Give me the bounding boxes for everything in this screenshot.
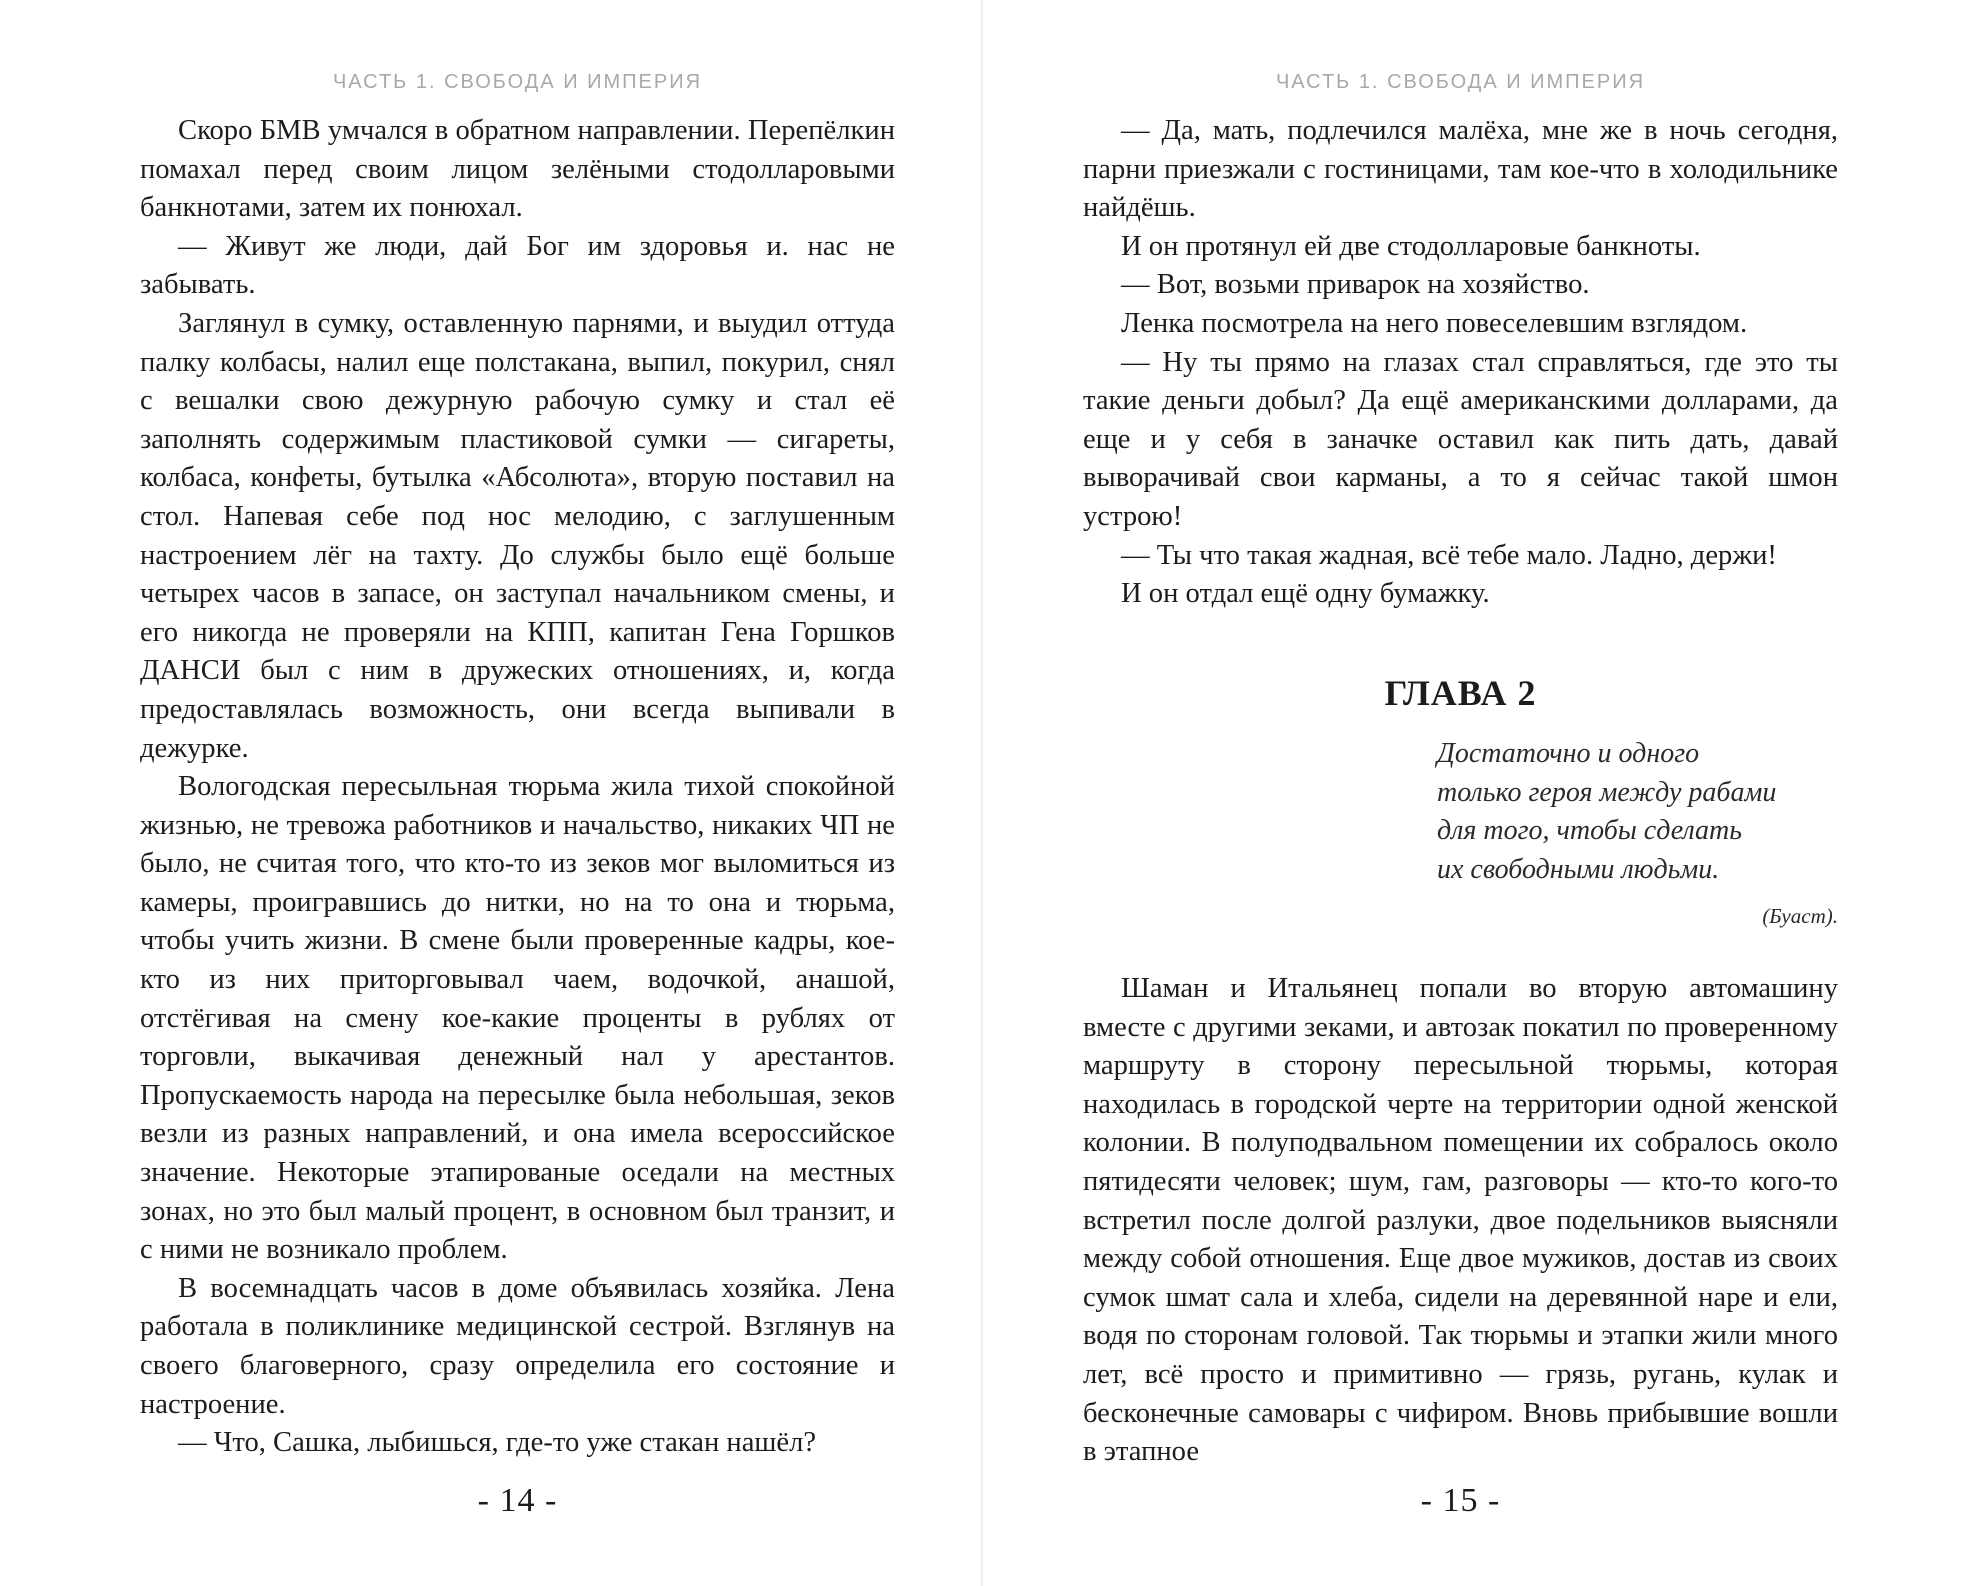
left-page [140, 0, 895, 1586]
paragraph: — Да, мать, подлечился малёха, мне же в ночь сегодня, парни приезжали с гостиницами, там кое-что в холодильнике найдёшь. [1083, 115, 1838, 224]
left-page-body [140, 112, 895, 1463]
paragraph: — Ну ты прямо на глазах стал справляться, где это ты такие деньги добыл? Да ещё американскими долларами, да еще и у себя в заначке оставил как пить дать, давай выворачивай свои карманы, а то я сейчас такой шмон устрою! [1083, 346, 1838, 532]
paragraph: В восемнадцать часов в доме объявилась хозяйка. Лена работала в поликлинике медицинской сестрой. Взглянув на своего благоверного, сразу определила его состояние и настроение. [140, 1272, 895, 1420]
paragraph: — Ты что такая жадная, всё тебе мало. Ладно, держи! [1121, 539, 1777, 571]
epigraph-line: для того, чтобы сделать [1437, 815, 1742, 846]
paragraph: Вологодская пересыльная тюрьма жила тихой спокойной жизнью, не тревожа работников и начальство, никаких ЧП не было, не считая того, что кто-то из зеков мог выломиться из камеры, проигравшись до нитки, но на то она и тюрьма, чтобы учить жизни. В смене были проверенные кадры, кое-кто из них приторговывал чаем, водочкой, анашой, отстёгивая на смену кое-какие проценты в рублях от торговли, выкачивая денежный нал у арестантов. Пропускаемость народа на пересылке была небольшая, зеков везли из разных направлений, и она имела всероссийское значение. Некоторые этапированые оседали на местных зонах, но это был малый процент, в основном был транзит, и с ними не возникало проблем. [140, 771, 895, 1266]
paragraph: Скоро БМВ умчался в обратном направлении. Перепёлкин помахал перед своим лицом зелёными стодолларовыми банкнотами, затем их понюхал. [140, 115, 895, 224]
page-number: - 14 - [477, 1482, 558, 1519]
running-head: ЧАСТЬ 1. СВОБОДА И ИМПЕРИЯ [332, 71, 703, 93]
paragraph: — Вот, возьми приварок на хозяйство. [1121, 269, 1590, 301]
epigraph-line: их свободными людьми. [1437, 853, 1720, 885]
paragraph: И он отдал ещё одну бумажку. [1121, 578, 1490, 610]
running-head: ЧАСТЬ 1. СВОБОДА И ИМПЕРИЯ [1275, 71, 1646, 93]
epigraph-line: Достаточно и одного [1437, 738, 1700, 769]
paragraph: Шаман и Итальянец попали во вторую автомашину вместе с другими зеками, и автозак покатил по проверенному маршруту в сторону пересыльной тюрьмы, которая находилась в городской черте на территории одной женской колонии. В полуподвальном помещении их собралось около пятидесяти человек; шум, гам, разговоры — кто-то кого-то встретил после долгой разлуки, двое подельников выясняли между собой отношения. Еще двое мужиков, достав из своих сумок шмат сала и хлеба, сидели на деревянной наре и ели, водя по сторонам головой. Так тюрьмы и этапки жили много лет, всё просто и примитивно — грязь, ругань, кулак и бесконечные самовары с чифиром. Вновь прибывшие вошли в этапное [1083, 973, 1838, 1468]
epigraph [1437, 735, 1837, 889]
page-number: - 15 - [1420, 1482, 1501, 1519]
chapter-title: ГЛАВА 2 [1384, 673, 1537, 713]
epigraph-line: только героя между рабами [1437, 776, 1777, 808]
right-page [1083, 0, 1838, 1586]
epigraph-source: (Буаст). [1762, 904, 1838, 928]
paragraph: И он протянул ей две стодолларовые банкноты. [1121, 230, 1701, 262]
paragraph: Заглянул в сумку, оставленную парнями, и выудил оттуда палку колбасы, налил еще полстакана, выпил, покурил, снял с вешалки свою дежурную рабочую сумку и стал её заполнять содержимым пластиковой сумки — сигареты, колбаса, конфеты, бутылка «Абсолюта», вторую поставил на стол. Напевая себе под нос мелодию, с заглушенным настроением лёг на тахту. До службы было ещё больше четырех часов в запасе, он заступал начальником смены, и его никогда не проверяли на КПП, капитан Гена Горшков ДАНСИ был с ним в дружеских отношениях, и, когда предоставлялась возможность, они всегда выпивали в дежурке. [140, 307, 895, 764]
right-page-body-bottom [1083, 970, 1838, 1472]
paragraph: — Что, Сашка, лыбишься, где-то уже стакан нашёл? [178, 1427, 817, 1459]
paragraph: — Живут же люди, дай Бог им здоровья и. нас не забывать. [140, 230, 895, 301]
paragraph: Ленка посмотрела на него повеселевшим взглядом. [1121, 307, 1748, 339]
book-fold [981, 0, 983, 1586]
right-page-body-top [1083, 112, 1838, 614]
